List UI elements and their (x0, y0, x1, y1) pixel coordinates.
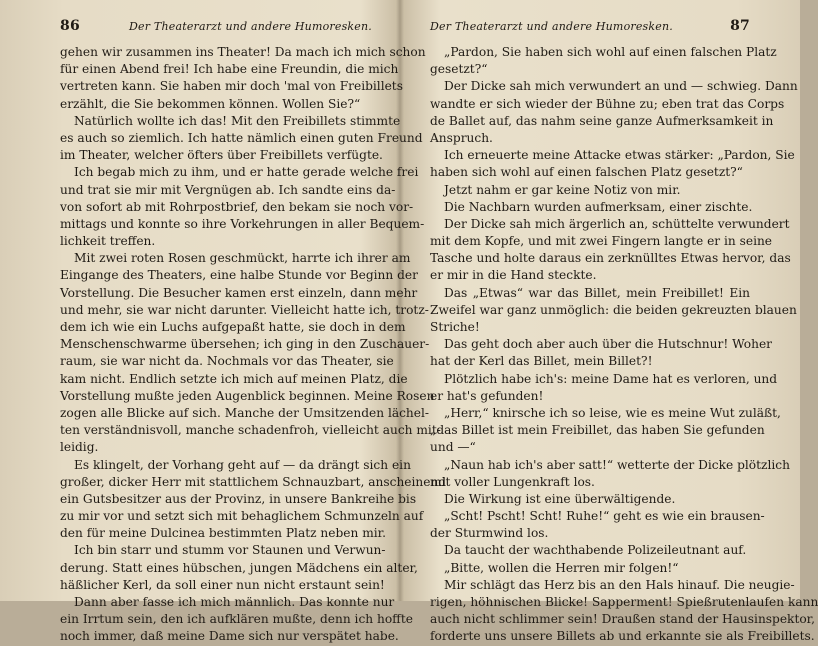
text-line: zu mir vor und setzt sich mit behaglichem Schmunzeln auf (60, 509, 424, 524)
text-line: derung. Statt eines hübschen, jungen Mädchens ein alter, (60, 560, 418, 575)
text-line: mittags und konnte so ihre Vorkehrungen in aller Bequem- (60, 216, 425, 231)
text-line: Die Nachbarn wurden aufmerksam, einer zischte. (444, 199, 753, 214)
text-line: und trat sie mir mit Vergnügen ab. Ich sandte eins da- (60, 182, 396, 197)
left-running-head: Der Theaterarzt und andere Humoresken. (129, 20, 372, 33)
text-line: Anspruch. (430, 130, 493, 145)
text-line: Vorstellung mußte jeden Augenblick beginnen. Meine Rosen (60, 388, 435, 403)
left-page-body (60, 44, 447, 646)
text-line: Ich begab mich zu ihm, und er hatte gerade welche frei (74, 165, 419, 180)
text-line: den für meine Dulcinea bestimmten Platz neben mir. (60, 526, 387, 541)
text-line: lichkeit treffen. (60, 234, 156, 249)
text-line: häßlicher Kerl, da soll einer nun nicht erstaunt sein! (60, 577, 385, 592)
right-running-head: Der Theaterarzt und andere Humoresken. (430, 20, 673, 33)
text-line: Die Wirkung ist eine überwältigende. (444, 491, 676, 506)
right-page-header (430, 18, 750, 44)
text-line: de Ballet auf, das nahm seine ganze Aufmerksamkeit in (430, 113, 774, 128)
text-line: Eingange des Theaters, eine halbe Stunde vor Beginn der (60, 268, 418, 283)
text-line: „Bitte, wollen die Herren mir folgen!“ (444, 560, 679, 575)
left-page-header (60, 18, 372, 44)
text-line: Es klingelt, der Vorhang geht auf — da drängt sich ein (74, 457, 411, 472)
text-line: zogen alle Blicke auf sich. Manche der Umsitzenden lächel- (60, 405, 430, 420)
text-line: auch nicht schlimmer sein! Draußen stand der Hausinspektor, (430, 612, 816, 627)
text-line: leidig. (60, 440, 99, 455)
text-line: er mir in die Hand steckte. (430, 268, 597, 283)
text-line: Der Dicke sah mich verwundert an und — schwieg. Dann (444, 79, 798, 94)
text-line: Mir schlägt das Herz bis an den Hals hinauf. Die neugie- (444, 577, 795, 592)
text-line: Da taucht der wachthabende Polizeileutnant auf. (444, 543, 747, 558)
text-line: kam nicht. Endlich setzte ich mich auf meinen Platz, die (60, 371, 408, 386)
text-line: noch immer, daß meine Dame sich nur verspätet habe. (60, 629, 399, 644)
text-line: Ich bin starr und stumm vor Staunen und Verwun- (74, 543, 386, 558)
text-line: mit dem Kopfe, und mit zwei Fingern langte er in seine (430, 234, 773, 249)
text-line: und mehr, sie war nicht darunter. Vielleicht hatte ich, trotz- (60, 302, 429, 317)
right-page (400, 0, 818, 644)
right-page-body (430, 44, 818, 646)
text-line: forderte uns unsere Billets ab und erkannte sie als Freibillets. (430, 629, 815, 644)
text-line: Vorstellung. Die Besucher kamen erst einzeln, dann mehr (60, 285, 418, 300)
text-line: für einen Abend frei! Ich habe eine Freundin, die mich (60, 62, 399, 77)
text-line: raum, sie war nicht da. Nochmals vor das Theater, sie (60, 354, 394, 369)
text-line: „Pardon, Sie haben sich wohl auf einen falschen Platz (444, 45, 777, 59)
text-line: hat der Kerl das Billet, mein Billet?! (430, 354, 653, 369)
text-line: gesetzt?“ (430, 62, 488, 77)
text-line: „Herr,“ knirsche ich so leise, wie es meine Wut zuläßt, (444, 405, 781, 420)
text-line: ein Irrtum sein, den ich aufklären mußte, denn ich hoffte (60, 612, 413, 627)
text-line: rigen, höhnischen Blicke! Sapperment! Spießrutenlaufen kann (430, 595, 818, 609)
text-line: es auch so ziemlich. Ich hatte nämlich einen guten Freund (60, 130, 423, 145)
text-line: Striche! (430, 320, 480, 334)
text-line: Der Dicke sah mich ärgerlich an, schüttelte verwundert (444, 216, 790, 231)
text-line: Natürlich wollte ich das! Mit den Freibillets stimmte (74, 113, 401, 128)
text-line: Jetzt nahm er gar keine Notiz von mir. (444, 182, 681, 197)
text-line: Dann aber fasse ich mich männlich. Das konnte nur (74, 595, 395, 609)
text-line: wandte er sich wieder der Bühne zu; eben trat das Corps (430, 96, 785, 111)
text-line: Mit zwei roten Rosen geschmückt, harrte ich ihrer am (74, 251, 411, 266)
right-page-number: 87 (730, 18, 750, 34)
text-line: und —“ (430, 440, 476, 455)
text-line: haben sich wohl auf einen falschen Platz gesetzt?“ (430, 165, 743, 180)
text-line: Plötzlich habe ich's: meine Dame hat es verloren, und (444, 371, 778, 386)
text-line: er hat's gefunden! (430, 388, 544, 403)
left-page-number: 86 (60, 18, 80, 34)
text-line: erzählt, die Sie bekommen können. Wollen Sie?“ (60, 96, 361, 111)
text-line: „Scht! Pscht! Scht! Ruhe!“ geht es wie ein brausen- (444, 509, 765, 524)
text-line: dem ich wie ein Luchs aufgepaßt hatte, sie doch in dem (60, 320, 406, 334)
text-line: im Theater, welcher öfters über Freibillets verfügte. (60, 148, 383, 163)
text-line: Ich erneuerte meine Attacke etwas stärker: „Pardon, Sie (444, 148, 795, 163)
text-line: Menschenschwarme übersehen; ich ging in den Zuschauer- (60, 337, 430, 352)
text-line: von sofort ab mit Rohrpostbrief, den bekam sie noch vor- (60, 199, 414, 214)
text-line: „Naun hab ich's aber satt!“ wetterte der Dicke plötzlich (444, 457, 790, 472)
text-line: gehen wir zusammen ins Theater! Da mach ich mich schon (60, 45, 426, 59)
text-line: der Sturmwind los. (430, 526, 549, 541)
text-line: Das geht doch aber auch über die Hutschnur! Woher (444, 337, 773, 352)
text-line: vertreten kann. Sie haben mir doch 'mal von Freibillets (60, 79, 403, 94)
text-line: Zweifel war ganz unmöglich: die beiden gekreuzten blauen (430, 302, 797, 317)
text-line: ein Gutsbesitzer aus der Provinz, in unsere Bankreihe bis (60, 491, 417, 506)
text-line: großer, dicker Herr mit stattlichem Schnauzbart, anscheinend (60, 474, 447, 489)
text-line: mit voller Lungenkraft los. (430, 474, 595, 489)
text-line: Tasche und holte daraus ein zerknülltes Etwas hervor, das (430, 251, 791, 266)
text-line: Das „Etwas“ war das Billet, mein Freibillet! Ein (444, 285, 750, 300)
text-line: ten verständnisvoll, manche schadenfroh, vielleicht auch mit- (60, 423, 441, 438)
text-line: „das Billet ist mein Freibillet, das haben Sie gefunden (430, 423, 765, 438)
